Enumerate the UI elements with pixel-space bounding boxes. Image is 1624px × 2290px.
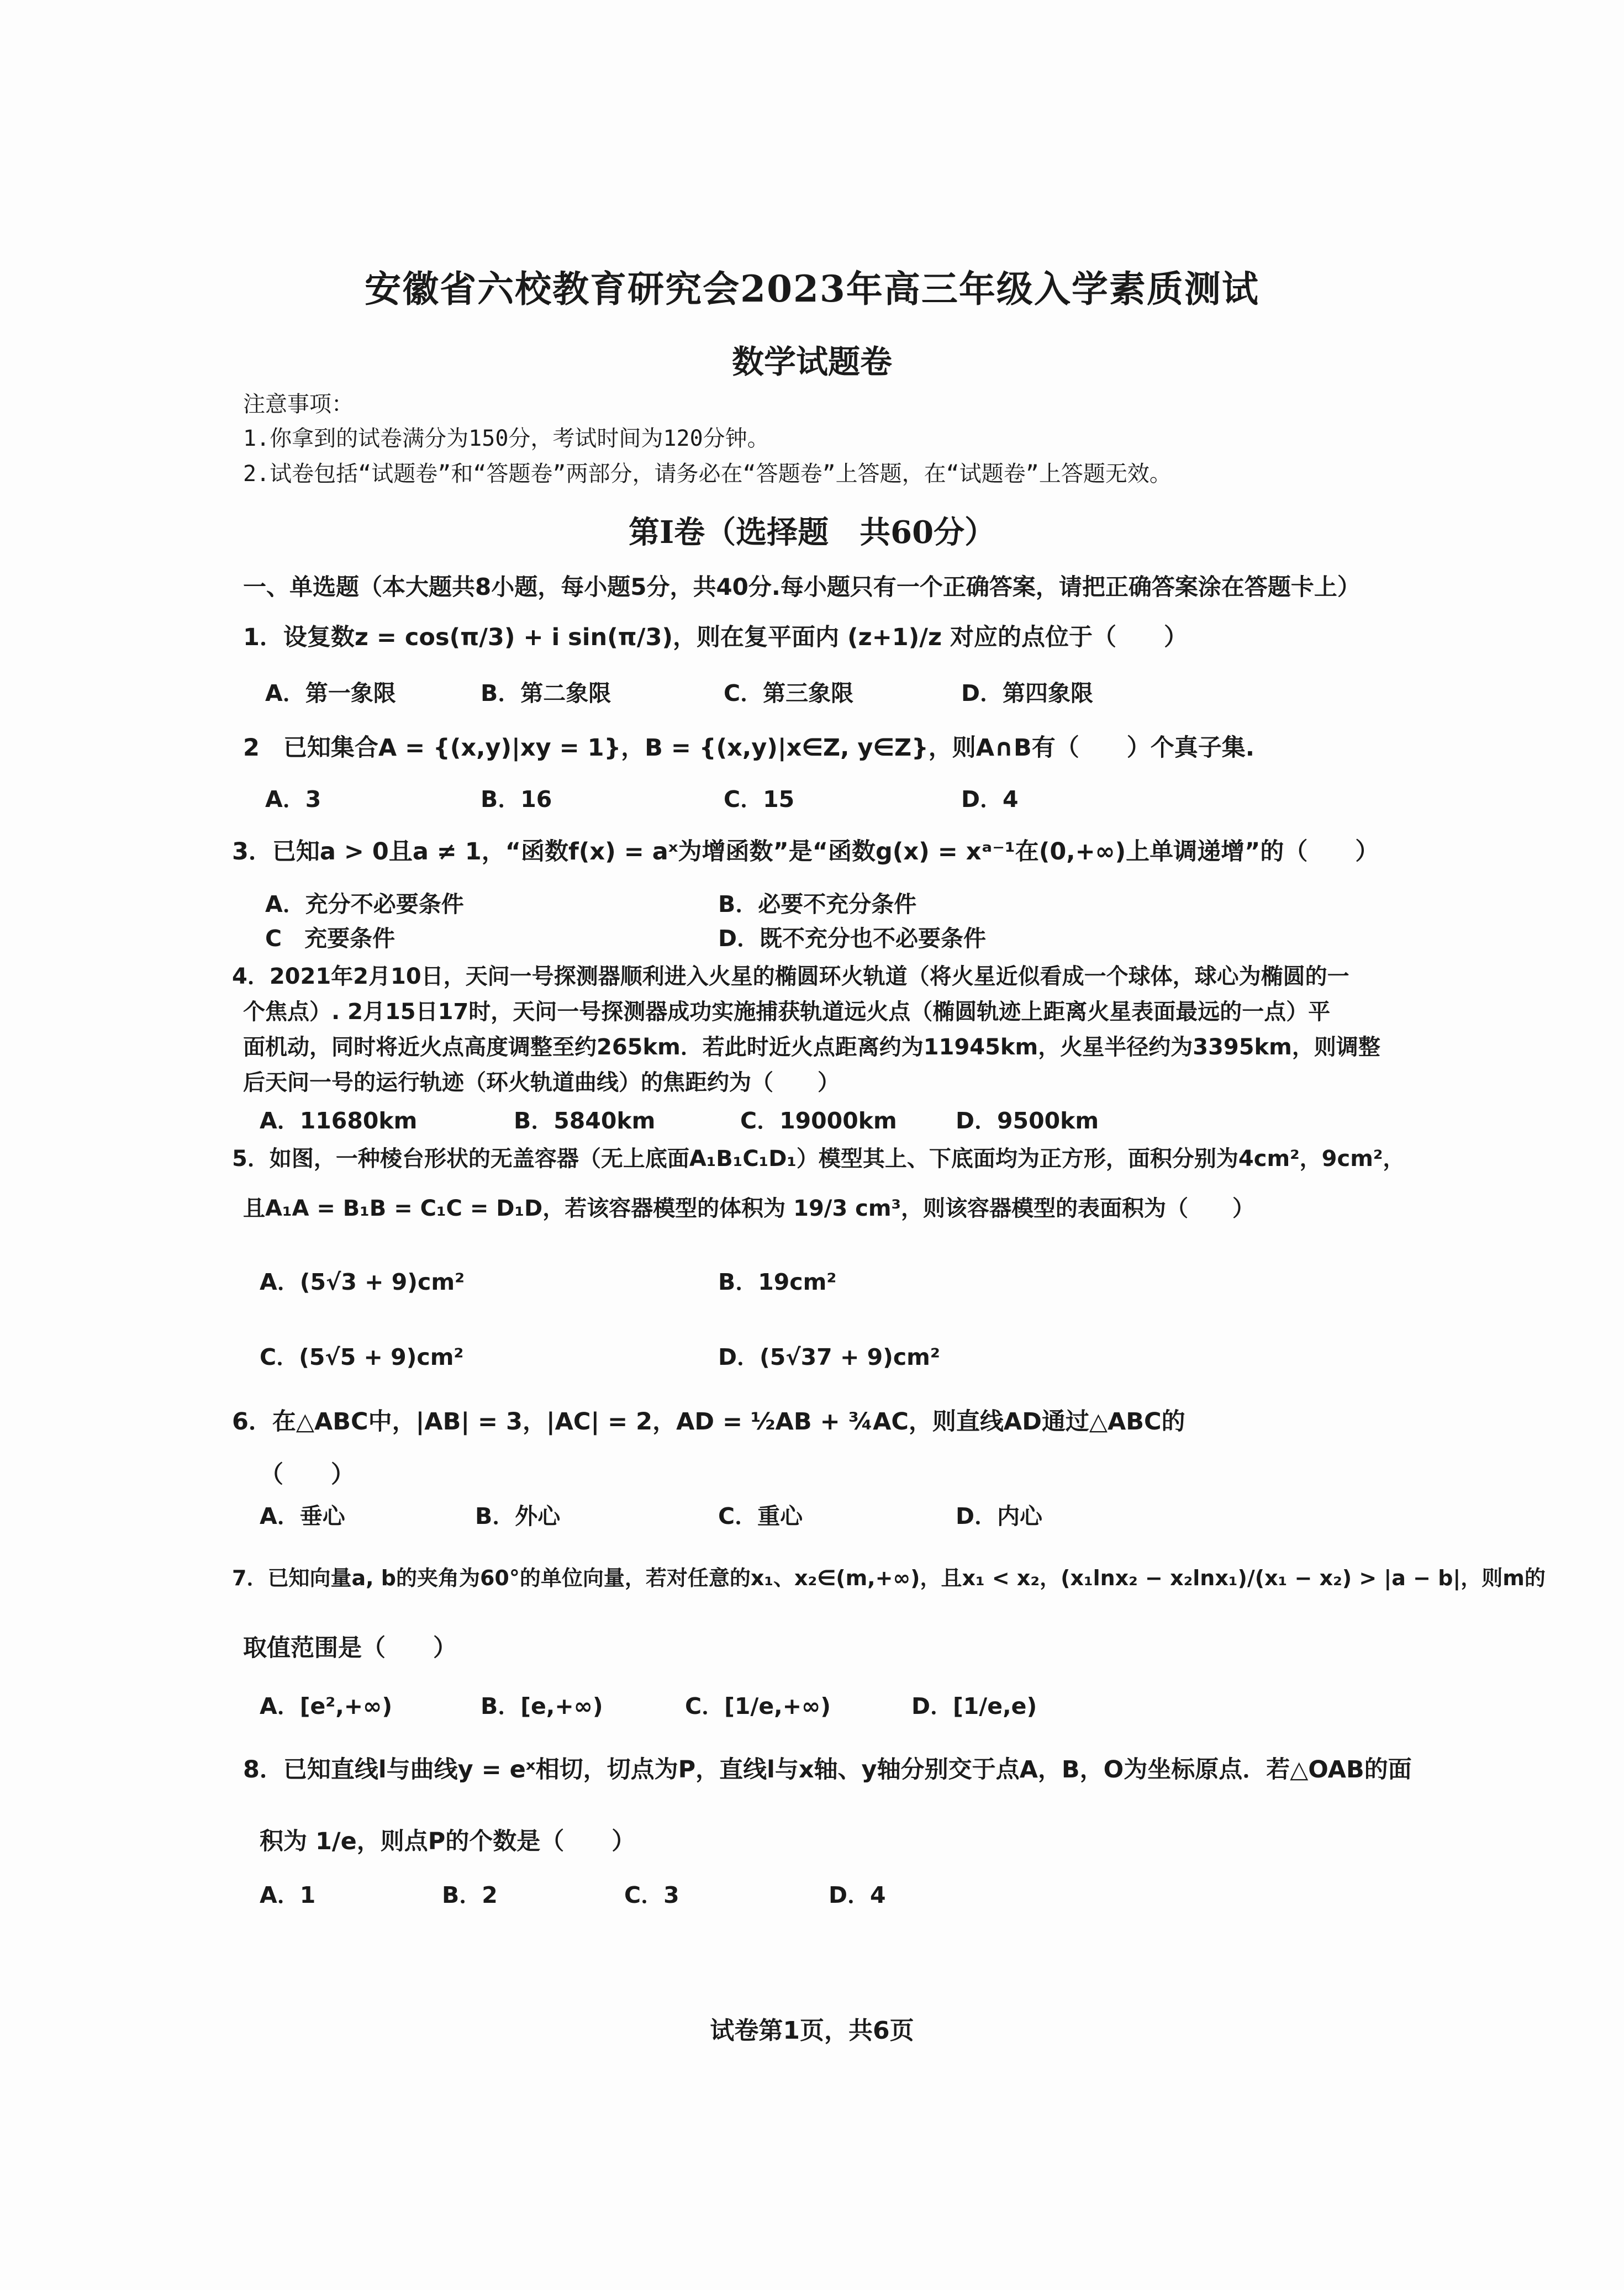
question-5-option-d: D．(5√37 + 9)cm² [718,1344,940,1370]
question-8-option-c: C．3 [624,1882,679,1908]
question-2-stem: 2 已知集合A = {(x,y)|xy = 1}，B = {(x,y)|x∈Z, y∈Z}，则A∩B有（ ）个真子集. [243,734,1255,762]
question-6-stem: 6．在△ABC中，|AB| = 3，|AC| = 2，AD = ½AB + ¾AC，则直线AD通过△ABC的 [232,1408,1185,1436]
question-8-option-d: D．4 [829,1882,886,1908]
question-1-option-b: B．第二象限 [481,680,611,706]
question-2-option-b: B．16 [481,786,552,812]
question-3-stem: 3．已知a > 0且a ≠ 1，“函数f(x) = aˣ为增函数”是“函数g(x) = xᵃ⁻¹在(0,+∞)上单调递增”的（ ） [232,838,1379,866]
question-3-option-d: D．既不充分也不必要条件 [718,925,987,952]
question-6-option-d: D．内心 [956,1503,1043,1529]
question-5-stem-line-1: 5．如图，一种棱台形状的无盖容器（无上底面A₁B₁C₁D₁）模型其上、下底面均为正方形，面积分别为4cm²，9cm²， [232,1146,1405,1172]
question-8-option-a: A．1 [260,1882,316,1908]
notice-line-2: 2.试卷包括“试题卷”和“答题卷”两部分，请务必在“答题卷”上答题，在“试题卷”上答题无效。 [243,461,1172,487]
notice-line-1: 1.你拿到的试卷满分为150分，考试时间为120分钟。 [243,426,769,451]
question-5-option-a: A．(5√3 + 9)cm² [260,1269,465,1295]
question-6-option-b: B．外心 [475,1503,561,1529]
question-5-option-b: B．19cm² [718,1269,837,1295]
question-6-stem-blank: （ ） [260,1461,355,1489]
question-1-option-d: D．第四象限 [961,680,1094,706]
question-7-option-a: A．[e²,+∞) [260,1693,393,1719]
question-8-stem: 8．已知直线l与曲线y = eˣ相切，切点为P，直线l与x轴、y轴分别交于点A，B，O为坐标原点．若△OAB的面 [243,1756,1412,1784]
section-instruction: 一、单选题（本大题共8小题，每小题5分，共40分.每小题只有一个正确答案，请把正确答案涂在答题卡上） [243,573,1361,600]
question-2-option-a: A．3 [265,786,321,812]
question-8-option-b: B．2 [442,1882,498,1908]
question-7-stem-line-2: 取值范围是（ ） [243,1634,457,1662]
question-6-option-c: C．重心 [718,1503,803,1529]
question-4-option-a: A．11680km [260,1107,418,1134]
question-2-option-c: C．15 [724,786,795,812]
page-footer: 试卷第1页，共6页 [710,2017,914,2045]
question-6-option-a: A．垂心 [260,1503,345,1529]
notice-heading: 注意事项： [243,392,354,417]
question-1-option-a: A．第一象限 [265,680,396,706]
question-1-option-c: C．第三象限 [724,680,854,706]
question-4-stem-line-1: 4．2021年2月10日，天问一号探测器顺利进入火星的椭圆环火轨道（将火星近似看成一个球体，球心为椭圆的一 [232,964,1349,989]
section-title: 第I卷（选择题 共60分） [628,514,996,551]
question-3-option-a: A．充分不必要条件 [265,891,464,917]
question-3-option-b: B．必要不充分条件 [718,891,917,917]
question-4-stem-line-4: 后天问一号的运行轨迹（环火轨道曲线）的焦距约为（ ） [243,1070,840,1095]
exam-title: 安徽省六校教育研究会2023年高三年级入学素质测试 [365,267,1259,310]
question-4-option-d: D．9500km [956,1107,1099,1134]
question-7-option-d: D．[1/e,e) [911,1693,1037,1719]
question-4-stem-line-2: 个焦点）. 2月15日17时，天问一号探测器成功实施捕获轨道远火点（椭圆轨迹上距离火星表面最远的一点）平 [243,999,1331,1025]
question-8-stem-line-2: 积为 1/e，则点P的个数是（ ） [260,1828,636,1855]
question-7-option-c: C．[1/e,+∞) [685,1693,831,1719]
exam-subtitle: 数学试题卷 [731,343,892,381]
question-4-option-b: B．5840km [514,1107,656,1134]
question-7-option-b: B．[e,+∞) [481,1693,603,1719]
question-2-option-d: D．4 [961,786,1019,812]
question-1-stem: 1．设复数z = cos(π/3) + i sin(π/3)，则在复平面内 (z+1)/z 对应的点位于（ ） [243,624,1188,651]
question-4-option-c: C．19000km [740,1107,897,1134]
question-5-stem-line-2: 且A₁A = B₁B = C₁C = D₁D，若该容器模型的体积为 19/3 cm³，则该容器模型的表面积为（ ） [243,1196,1255,1221]
question-7-stem: 7．已知向量a, b的夹角为60°的单位向量，若对任意的x₁、x₂∈(m,+∞)，且x₁ < x₂，(x₁lnx₂ − x₂lnx₁)/(x₁ − x₂) > |a − b|，则m的 [232,1566,1546,1590]
question-3-option-c: C 充要条件 [265,925,396,952]
question-5-option-c: C．(5√5 + 9)cm² [260,1344,464,1370]
question-4-stem-line-3: 面机动，同时将近火点高度调整至约265km．若此时近火点距离约为11945km，火星半径约为3395km，则调整 [243,1035,1380,1060]
